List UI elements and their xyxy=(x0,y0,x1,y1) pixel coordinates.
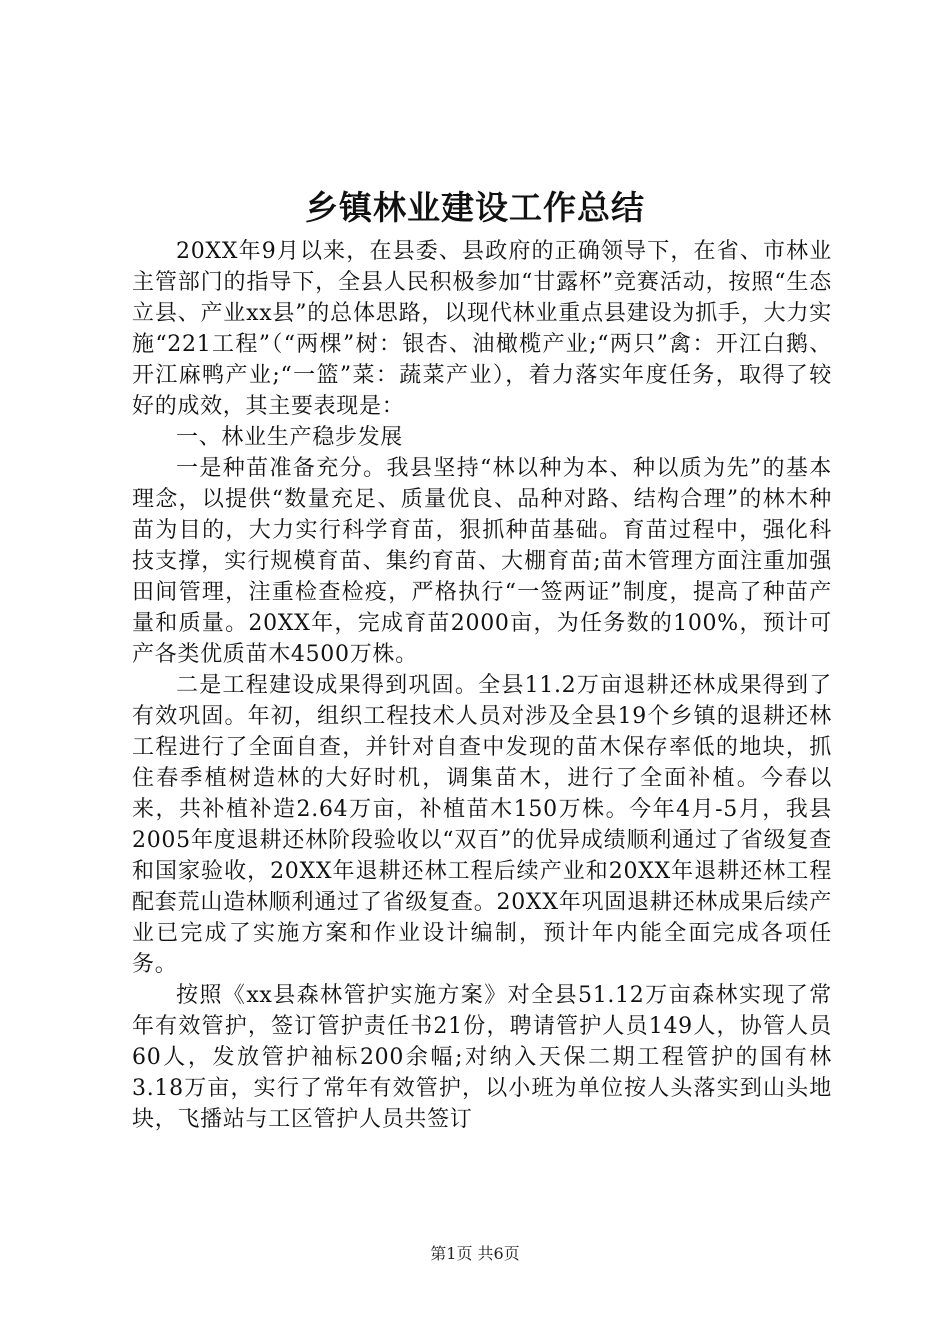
document-body xyxy=(132,236,832,1135)
paragraph-forest-protection: 按照《xx县森林管护实施方案》对全县51.12万亩森林实现了常年有效管护，签订管护责任书21份，聘请管护人员149人，协管人员60人，发放管护袖标200余幅;对纳入天保二期工程管护的国有林3.18万亩，实行了常年有效管护，以小班为单位按人头落实到山头地块，飞播站与工区管护人员共签订 xyxy=(132,983,832,1132)
page-title: 乡镇林业建设工作总结 xyxy=(305,188,645,227)
page-number-footer: 第1页 共6页 xyxy=(430,1244,520,1263)
paragraph-project-results: 二是工程建设成果得到巩固。全县11.2万亩退耕还林成果得到了有效巩固。年初，组织工程技术人员对涉及全县19个乡镇的退耕还林工程进行了全面自查，并针对自查中发现的苗木保存率低的地块，抓住春季植树造林的大好时机，调集苗木，进行了全面补植。今春以来，共补植补造2.64万亩，补植苗木150万株。今年4月-5月，我县2005年度退耕还林阶段验收以“双百”的优异成绩顺利通过了省级复查和国家验收，20XX年退耕还林工程后续产业和20XX年退耕还林工程配套荒山造林顺利通过了省级复查。20XX年巩固退耕还林成果后续产业已完成了实施方案和作业设计编制，预计年内能全面完成各项任务。 xyxy=(132,673,832,977)
section-heading: 一、林业生产稳步发展 xyxy=(176,425,404,450)
paragraph-intro: 20XX年9月以来，在县委、县政府的正确领导下，在省、市林业主管部门的指导下，全县人民积极参加“甘露杯”竞赛活动，按照“生态立县、产业xx县”的总体思路，以现代林业重点县建设为抓手，大力实施“221工程”（“两棵”树：银杏、油橄榄产业;“两只”禽：开江白鹅、开江麻鸭产业;“一篮”菜：蔬菜产业），着力落实年度任务，取得了较好的成效，其主要表现是： xyxy=(132,239,832,419)
paragraph-seedlings: 一是种苗准备充分。我县坚持“林以种为本、种以质为先”的基本理念，以提供“数量充足、质量优良、品种对路、结构合理”的林木种苗为目的，大力实行科学育苗，狠抓种苗基础。育苗过程中，强化科技支撑，实行规模育苗、集约育苗、大棚育苗;苗木管理方面注重加强田间管理，注重检查检疫，严格执行“一签两证”制度，提高了种苗产量和质量。20XX年，完成育苗2000亩，为任务数的100%，预计可产各类优质苗木4500万株。 xyxy=(132,456,832,667)
